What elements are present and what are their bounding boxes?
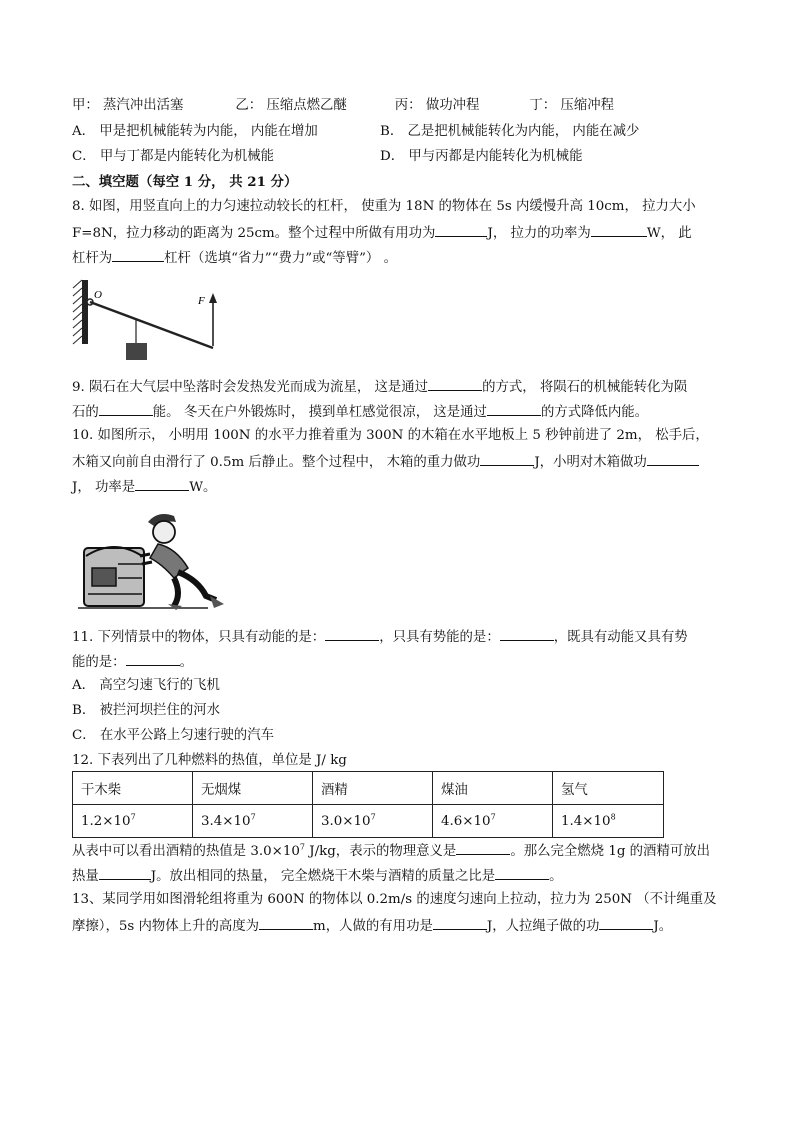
choice-D: D． 甲与丙都是内能转化为机械能 [380,149,583,164]
q12-text-c: 。那么完全燃烧 1g 的酒精可放出 [510,844,711,859]
options-line [72,97,614,115]
q11-line2 [72,652,193,672]
choice-B: B． 乙是把机械能转化为内能， 内能在减少 [380,124,640,139]
q8-text-e: 杠杆（选填“省力”“费力”或“等臂”） 。 [164,251,397,266]
value-exponent: 7 [250,812,256,822]
q10-text-d: W。 [189,480,217,495]
pushing-box-illustration [78,508,238,612]
table-header-cell: 煤油 [433,772,553,805]
q8-text-a: F=8N，拉力移动的距离为 25cm。整个过程中所做有用功为 [72,226,436,241]
q10-text-b: J，小明对木箱做功 [534,455,647,470]
q8-blank-1[interactable] [435,223,487,237]
table-header-row [73,772,664,805]
table-header-cell: 干木柴 [73,772,193,805]
value-base: 1.4×10 [561,813,611,829]
q13-text-d: J。 [653,919,673,934]
q10-blank-1[interactable] [480,452,534,466]
q8-blank-2[interactable] [591,223,647,237]
q9-text-e: 的方式降低内能。 [540,405,649,420]
q13-line1: 13、某同学用如图滑轮组将重为 600N 的物体以 0.2m/s 的速度匀速向上拉动，拉力为 250N （不计绳重及 [72,892,717,907]
q10-line3 [72,477,216,497]
q12-blank-3[interactable] [495,866,549,880]
label-F: F [198,295,205,307]
q12-text-d: 热量 [72,869,99,884]
table-cell [553,805,664,838]
table-row [73,805,664,838]
section-title: 二、填空题（每空 1 分， 共 21 分） [72,174,298,190]
q11-text-c: ，既具有动能又具有势 [553,630,688,645]
option-yi: 乙： 压缩点燃乙醚 [235,98,347,113]
q13-blank-1[interactable] [259,916,313,930]
value-exponent: 7 [370,812,376,822]
choice-A: A． 甲是把机械能转为内能， 内能在增加 [72,124,318,139]
q12-text-a: 从表中可以看出酒精的热值是 3.0×10 [72,844,300,859]
q12-line3 [72,866,563,886]
q12-exponent: 7 [299,842,305,852]
q11-text-e: 。 [179,655,193,670]
fuel-heat-value-table [72,771,664,838]
q8-text-d: 杠杆为 [72,251,113,266]
q8-line3 [72,248,397,268]
q11-blank-2[interactable] [500,627,554,641]
lever-figure [72,276,222,366]
weight-block [126,343,147,360]
value-base: 3.0×10 [321,813,371,829]
option-ding: 丁： 压缩冲程 [529,98,614,113]
q10-line2 [72,452,699,472]
q8-line2 [72,223,692,243]
table-cell [313,805,433,838]
q10-text-c: J， 功率是 [72,480,136,495]
q13-blank-3[interactable] [599,916,653,930]
q8-blank-3[interactable] [112,248,164,262]
value-exponent: 7 [490,812,496,822]
q10-blank-2[interactable] [647,452,699,466]
boy-figure [140,514,224,610]
q11-blank-3[interactable] [126,652,180,666]
value-base: 1.2×10 [81,813,131,829]
q9-text-d: 能。 冬天在户外锻炼时， 摸到单杠感觉很凉， 这是通过 [152,405,487,420]
q9-blank-2[interactable] [99,402,153,416]
q9-blank-3[interactable] [487,402,541,416]
q13-line2 [72,916,672,936]
label-O: O [94,289,102,301]
wooden-box [84,547,144,606]
value-base: 4.6×10 [441,813,491,829]
table-cell [193,805,313,838]
q11-option-C: C． 在水平公路上匀速行驶的汽车 [72,728,274,743]
q11-option-A: A． 高空匀速飞行的飞机 [72,678,220,693]
value-exponent: 7 [130,812,136,822]
q11-text-b: ，只具有势能的是： [379,630,500,645]
q11-text-a: 11. 下列情景中的物体，只具有动能的是： [72,630,326,645]
q13-text-a: 摩擦），5s 内物体上升的高度为 [72,919,260,934]
lever-bar [90,302,213,348]
q13-text-c: J，人拉绳子做的功 [486,919,600,934]
value-exponent: 8 [610,812,616,822]
table-header-cell: 氢气 [553,772,664,805]
q13-blank-2[interactable] [433,916,487,930]
option-jia: 甲： 蒸汽冲出活塞 [72,98,184,113]
q9-line2 [72,402,648,422]
value-base: 3.4×10 [201,813,251,829]
table-cell [73,805,193,838]
q9-line1 [72,377,687,397]
q10-text-a: 木箱又向前自由滑行了 0.5m 后静止。整个过程中， 木箱的重力做功 [72,455,481,470]
q9-text-a: 9. 陨石在大气层中坠落时会发热发光而成为流星， 这是通过 [72,380,429,395]
q11-line1 [72,627,688,647]
table-cell [433,805,553,838]
wall [73,280,88,344]
q12-intro: 12. 下表列出了几种燃料的热值，单位是 J/ kg [72,753,347,768]
q8-text-c: W， 此 [646,226,692,241]
q13-text-b: m，人做的有用功是 [313,919,433,934]
q12-blank-2[interactable] [99,866,151,880]
q12-text-b: J/kg，表示的物理意义是 [304,844,457,859]
force-arrow-head [209,293,217,303]
q10-line1: 10. 如图所示， 小明用 100N 的水平力推着重为 300N 的木箱在水平地板上 5 秒钟前进了 2m， 松手后， [72,428,709,443]
q12-text-f: 。 [549,869,563,884]
choice-C: C． 甲与丁都是内能转化为机械能 [72,149,274,164]
q12-blank-1[interactable] [456,841,510,855]
q9-text-b: 的方式， 将陨石的机械能转化为陨 [482,380,688,395]
q12-line2 [72,841,710,861]
q10-blank-3[interactable] [135,477,189,491]
q11-option-B: B． 被拦河坝拦住的河水 [72,703,221,718]
q8-text-b: J， 拉力的功率为 [487,226,591,241]
q11-text-d: 能的是： [72,655,126,670]
q9-blank-1[interactable] [428,377,482,391]
q12-text-e: J。放出相同的热量， 完全燃烧干木柴与酒精的质量之比是 [150,869,496,884]
q11-blank-1[interactable] [325,627,379,641]
table-header-cell: 酒精 [313,772,433,805]
table-header-cell: 无烟煤 [193,772,313,805]
q9-text-c: 石的 [72,405,99,420]
q8-line1: 8. 如图，用竖直向上的力匀速拉动较长的杠杆， 使重为 18N 的物体在 5s 内缓慢升高 10cm， 拉力大小 [72,199,696,214]
option-bing: 丙： 做功冲程 [394,98,480,113]
